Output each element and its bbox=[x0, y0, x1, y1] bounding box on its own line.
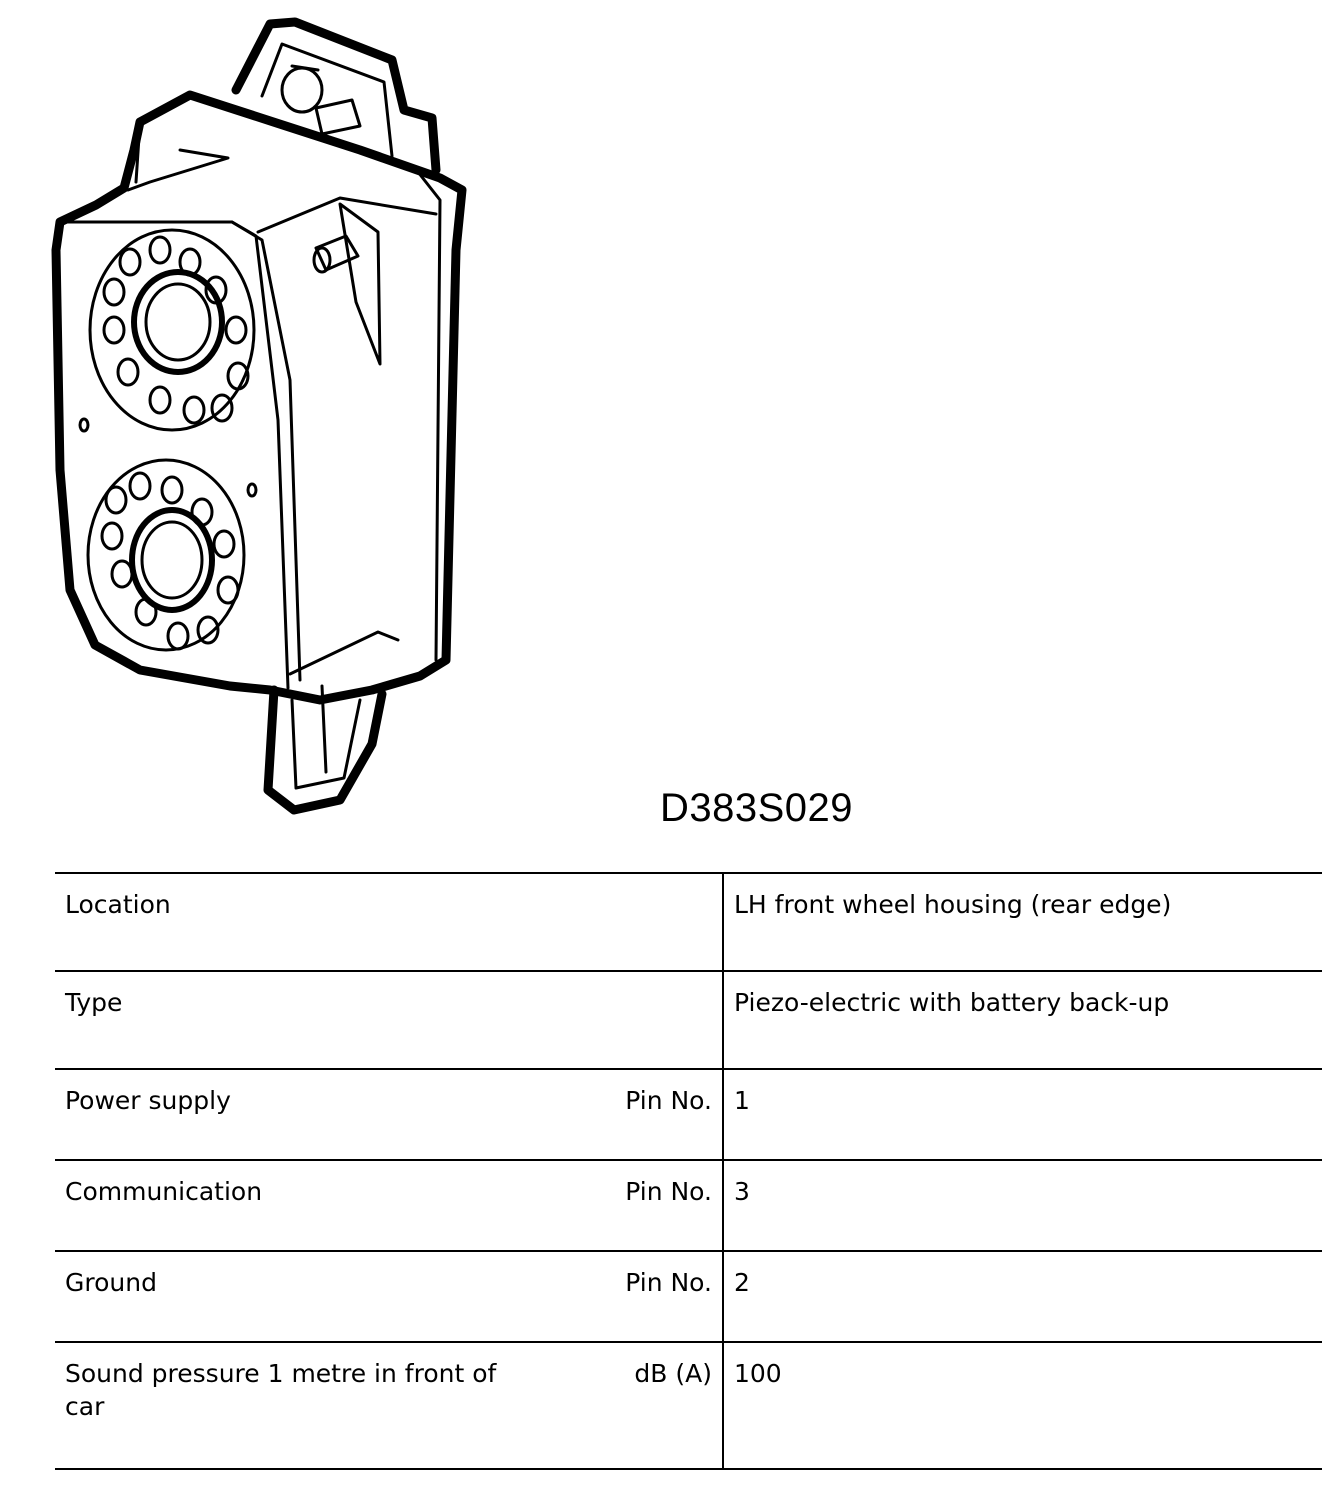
figure-code: D383S029 bbox=[660, 786, 854, 830]
row-label: Ground bbox=[65, 1268, 157, 1297]
spec-table bbox=[55, 872, 1322, 1470]
table-row bbox=[55, 971, 1322, 1069]
row-label: Sound pressure 1 metre in front of car bbox=[65, 1359, 497, 1421]
row-value: 2 bbox=[723, 1251, 1322, 1342]
table-row bbox=[55, 1160, 1322, 1251]
row-unit: Pin No. bbox=[625, 1177, 712, 1206]
row-unit: dB (A) bbox=[634, 1359, 712, 1388]
row-label: Type bbox=[65, 988, 123, 1017]
table-row bbox=[55, 1069, 1322, 1160]
label-cell bbox=[55, 971, 723, 1069]
label-cell bbox=[55, 873, 723, 971]
row-value: 1 bbox=[723, 1069, 1322, 1160]
table-row bbox=[55, 1251, 1322, 1342]
siren-device-illustration bbox=[40, 10, 480, 820]
table-row bbox=[55, 873, 1322, 971]
label-cell bbox=[55, 1342, 723, 1469]
row-label: Location bbox=[65, 890, 171, 919]
row-label: Communication bbox=[65, 1177, 263, 1206]
row-value: Piezo-electric with battery back-up bbox=[723, 971, 1322, 1069]
row-label: Power supply bbox=[65, 1086, 231, 1115]
row-value: LH front wheel housing (rear edge) bbox=[723, 873, 1322, 971]
row-value: 3 bbox=[723, 1160, 1322, 1251]
row-unit: Pin No. bbox=[625, 1268, 712, 1297]
label-cell bbox=[55, 1069, 723, 1160]
row-value: 100 bbox=[723, 1342, 1322, 1469]
row-unit: Pin No. bbox=[625, 1086, 712, 1115]
label-cell bbox=[55, 1251, 723, 1342]
label-cell bbox=[55, 1160, 723, 1251]
table-row bbox=[55, 1342, 1322, 1469]
